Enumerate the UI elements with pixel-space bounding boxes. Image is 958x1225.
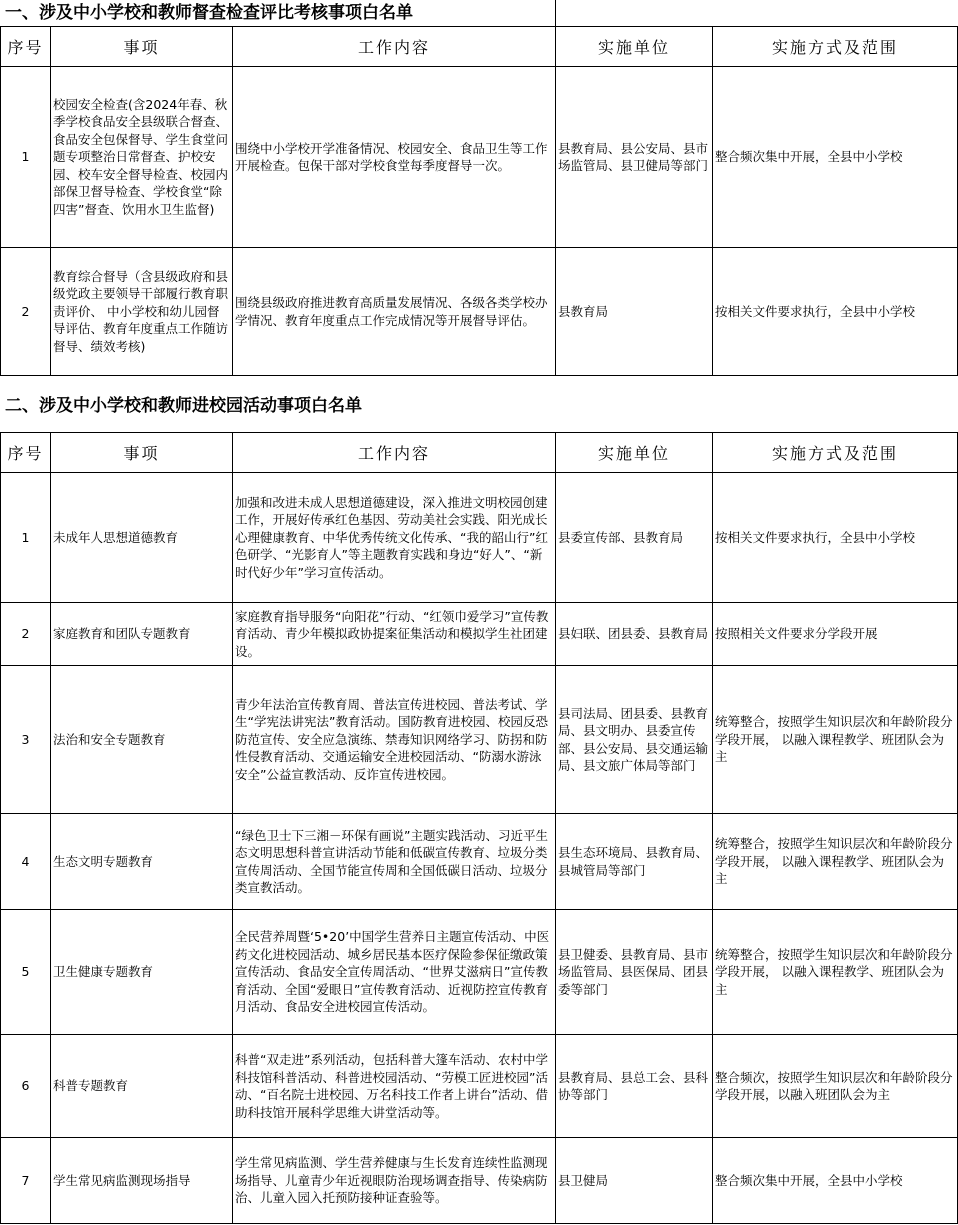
- row-unit: 县卫健局: [556, 1138, 713, 1224]
- row-content: 青少年法治宣传教育周、普法宣传进校园、普法考试、学生“学宪法讲宪法”教育活动。国防教育进校园、校园反恐防范宣传、安全应急演练、禁毒知识网络学习、防拐和防性侵教育活动、交通运输安全进校园活动、“防溺水游泳安全”公益宣教活动、反诈宣传进校园。: [233, 666, 556, 814]
- table-header-row: [1, 27, 958, 67]
- row-method: 整合频次集中开展，全县中小学校: [713, 1138, 958, 1224]
- table-row: [1, 67, 958, 248]
- row-unit: 县教育局、县总工会、县科协等部门: [556, 1035, 713, 1138]
- row-content: 围绕中小学校开学准备情况、校园安全、食品卫生等工作开展检查。包保干部对学校食堂每季度督导一次。: [233, 67, 556, 248]
- row-item: 未成年人思想道德教育: [51, 473, 233, 603]
- row-method: 整合频次，按照学生知识层次和年龄阶段分学段开展，以融入班团队会为主: [713, 1035, 958, 1138]
- row-method: 整合频次集中开展，全县中小学校: [713, 67, 958, 248]
- table-row: [1, 1035, 958, 1138]
- row-no: 4: [1, 814, 51, 910]
- row-method: 按相关文件要求执行，全县中小学校: [713, 473, 958, 603]
- table-row: [1, 814, 958, 910]
- header-method: 实施方式及范围: [713, 433, 958, 473]
- header-item: 事项: [51, 27, 233, 67]
- row-unit: 县卫健委、县教育局、县市场监管局、县医保局、团县委等部门: [556, 910, 713, 1035]
- row-item: 法治和安全专题教育: [51, 666, 233, 814]
- header-no: 序号: [1, 27, 51, 67]
- row-content: 围绕县级政府推进教育高质量发展情况、各级各类学校办学情况、教育年度重点工作完成情况等开展督导评估。: [233, 248, 556, 376]
- row-content: 科普“双走进”系列活动，包括科普大篷车活动、农村中学科技馆科普活动、科普进校园活动、“劳模工匠进校园”活动、“百名院士进校园、万名科技工作者上讲台”活动、借助科技馆开展科学思维大讲堂活动等。: [233, 1035, 556, 1138]
- row-no: 1: [1, 67, 51, 248]
- row-unit: 县妇联、团县委、县教育局: [556, 603, 713, 666]
- row-item: 生态文明专题教育: [51, 814, 233, 910]
- row-item: 学生常见病监测现场指导: [51, 1138, 233, 1224]
- row-unit: 县生态环境局、县教育局、县城管局等部门: [556, 814, 713, 910]
- table-header-row: [1, 433, 958, 473]
- header-unit: 实施单位: [556, 27, 713, 67]
- row-content: 加强和改进未成人思想道德建设，深入推进文明校园创建工作，开展好传承红色基因、劳动美社会实践、阳光成长心理健康教育、中华优秀传统文化传承、“我的韶山行”红色研学、“光影育人”等主题教育实践和身边“好人”、“新时代好少年”学习宣传活动。: [233, 473, 556, 603]
- row-no: 1: [1, 473, 51, 603]
- section-1-table: [0, 26, 958, 376]
- row-content: “绿色卫士下三湘－环保有画说”主题实践活动、习近平生态文明思想科普宣讲活动节能和低碳宣传教育、垃圾分类宣传周活动、全国节能宣传周和全国低碳日活动、垃圾分类宣教活动。: [233, 814, 556, 910]
- header-item: 事项: [51, 433, 233, 473]
- row-content: 家庭教育指导服务“向阳花”行动、“红领巾爱学习”宣传教育活动、青少年模拟政协提案征集活动和模拟学生社团建设。: [233, 603, 556, 666]
- row-no: 2: [1, 248, 51, 376]
- table-row: [1, 666, 958, 814]
- row-item: 科普专题教育: [51, 1035, 233, 1138]
- section-2-title: 二、涉及中小学校和教师进校园活动事项白名单: [5, 396, 362, 416]
- row-no: 3: [1, 666, 51, 814]
- table-row: [1, 603, 958, 666]
- table-row: [1, 473, 958, 603]
- row-item: 校园安全检查(含2024年春、秋季学校食品安全县级联合督查、食品安全包保督导、学生食堂问题专项整治日常督查、护校安园、校车安全督导检查、校园内部保卫督导检查、学校食堂“除四害”督查、饮用水卫生监督): [51, 67, 233, 248]
- row-method: 按照相关文件要求分学段开展: [713, 603, 958, 666]
- row-method: 统筹整合，按照学生知识层次和年龄阶段分学段开展， 以融入课程教学、班团队会为主: [713, 910, 958, 1035]
- row-item: 卫生健康专题教育: [51, 910, 233, 1035]
- row-no: 5: [1, 910, 51, 1035]
- table-row: [1, 910, 958, 1035]
- section-2-table: [0, 432, 958, 1224]
- table-row: [1, 1138, 958, 1224]
- table-row: [1, 248, 958, 376]
- header-content: 工作内容: [233, 433, 556, 473]
- row-content: 学生常见病监测、学生营养健康与生长发育连续性监测现场指导、儿童青少年近视眼防治现场调查指导、传染病防治、儿童入园入托预防接种证查验等。: [233, 1138, 556, 1224]
- header-method: 实施方式及范围: [713, 27, 958, 67]
- row-unit: 县教育局、县公安局、县市场监管局、县卫健局等部门: [556, 67, 713, 248]
- row-content: 全民营养周暨‘5•20’中国学生营养日主题宣传活动、中医药文化进校园活动、城乡居民基本医疗保险参保征缴政策宣传活动、食品安全宣传周活动、“世界艾滋病日”宣传教育活动、全国“爱眼日”宣传教育活动、近视防控宣传教育月活动、食品安全进校园宣传活动。: [233, 910, 556, 1035]
- row-method: 统筹整合，按照学生知识层次和年龄阶段分学段开展， 以融入课程教学、班团队会为主: [713, 666, 958, 814]
- section-1-title: 一、涉及中小学校和教师督查检查评比考核事项白名单: [5, 3, 413, 23]
- row-unit: 县教育局: [556, 248, 713, 376]
- row-no: 7: [1, 1138, 51, 1224]
- row-unit: 县司法局、团县委、县教育局、县文明办、县委宣传部、县公安局、县交通运输局、县文旅广体局等部门: [556, 666, 713, 814]
- row-method: 统筹整合，按照学生知识层次和年龄阶段分学段开展， 以融入课程教学、班团队会为主: [713, 814, 958, 910]
- header-content: 工作内容: [233, 27, 556, 67]
- row-no: 6: [1, 1035, 51, 1138]
- row-item: 教育综合督导（含县级政府和县级党政主要领导干部履行教育职责评价、 中小学校和幼儿园督导评估、教育年度重点工作随访督导、绩效考核): [51, 248, 233, 376]
- header-no: 序号: [1, 433, 51, 473]
- row-item: 家庭教育和团队专题教育: [51, 603, 233, 666]
- row-unit: 县委宣传部、县教育局: [556, 473, 713, 603]
- row-no: 2: [1, 603, 51, 666]
- header-unit: 实施单位: [556, 433, 713, 473]
- row-method: 按相关文件要求执行，全县中小学校: [713, 248, 958, 376]
